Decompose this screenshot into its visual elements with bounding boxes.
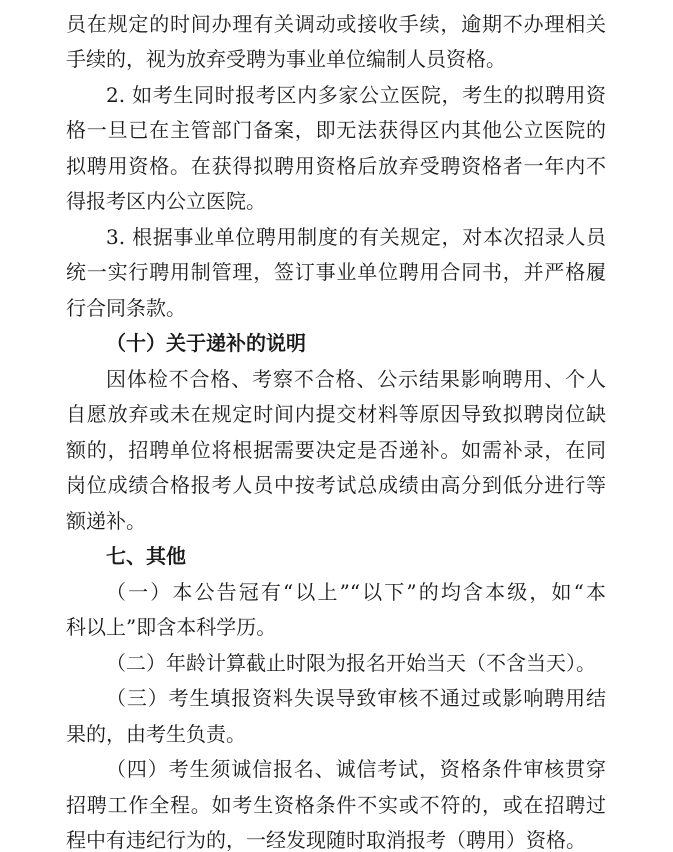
paragraph-line: 因体检不合格、考察不合格、公示结果影响聘用、个人	[106, 367, 606, 391]
section-heading: （十）关于递补的说明	[106, 331, 306, 355]
paragraph-line: 手续的，视为放弃受聘为事业单位编制人员资格。	[66, 47, 506, 71]
paragraph-line: 果的，由考生负责。	[66, 722, 246, 746]
paragraph-line: （一）本公告冠有“以上”“以下”的均含本级，如“本	[106, 580, 606, 604]
paragraph-line: 岗位成绩合格报考人员中按考试总成绩由高分到低分进行等	[66, 473, 606, 497]
paragraph-line: 程中有违纪行为的，一经发现随时取消报考（聘用）资格。	[66, 828, 586, 852]
paragraph-line: 额递补。	[66, 509, 146, 533]
paragraph-line: 额的，招聘单位将根据需要决定是否递补。如需补录，在同	[66, 438, 606, 462]
paragraph-line: 拟聘用资格。在获得拟聘用资格后放弃受聘资格者一年内不	[66, 154, 606, 178]
section-heading: 七、其他	[106, 544, 186, 568]
paragraph-line: 行合同条款。	[66, 296, 186, 320]
paragraph-line: 3. 根据事业单位聘用制度的有关规定，对本次招录人员	[106, 225, 606, 249]
paragraph-line: 科以上”即含本科学历。	[66, 615, 277, 639]
paragraph-line: 招聘工作全程。如考生资格条件不实或不符的，或在招聘过	[66, 793, 606, 817]
paragraph-line: 自愿放弃或未在规定时间内提交材料等原因导致拟聘岗位缺	[66, 402, 606, 426]
paragraph-line: （二）年龄计算截止时限为报名开始当天（不含当天）。	[106, 651, 596, 675]
paragraph-line: 统一实行聘用制管理，签订事业单位聘用合同书，并严格履	[66, 260, 606, 284]
paragraph-line: 员在规定的时间办理有关调动或接收手续，逾期不办理相关	[66, 12, 606, 36]
paragraph-line: 2. 如考生同时报考区内多家公立医院，考生的拟聘用资	[106, 83, 606, 107]
paragraph-line: 格一旦已在主管部门备案，即无法获得区内其他公立医院的	[66, 118, 606, 142]
paragraph-line: （三）考生填报资料失误导致审核不通过或影响聘用结	[106, 686, 606, 710]
paragraph-line: （四）考生须诚信报名、诚信考试，资格条件审核贯穿	[106, 757, 606, 781]
paragraph-line: 得报考区内公立医院。	[66, 189, 266, 213]
